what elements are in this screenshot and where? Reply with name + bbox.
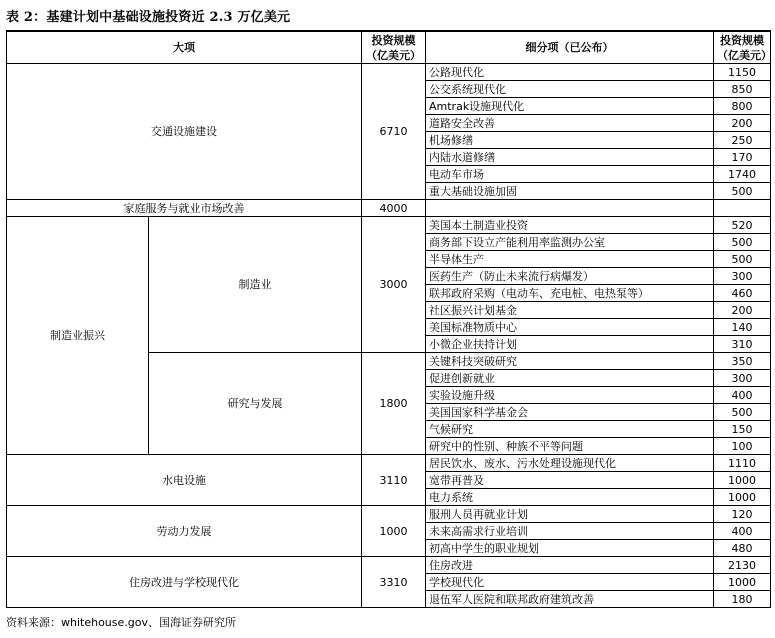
- subitem-name: 退伍军人医院和联邦政府建筑改善: [426, 591, 714, 608]
- category-home-service: 家庭服务与就业市场改善: [7, 200, 362, 217]
- subitem-value: 2130: [714, 557, 771, 574]
- header-subitem: 细分项（已公布）: [426, 31, 714, 64]
- subitem-value: 180: [714, 591, 771, 608]
- subitem-name: 小微企业扶持计划: [426, 336, 714, 353]
- header-invest-total: 投资规模（亿美元）: [362, 31, 426, 64]
- subitem-value: 500: [714, 251, 771, 268]
- subitem-name: 机场修缮: [426, 132, 714, 149]
- subitem-name: 内陆水道修缮: [426, 149, 714, 166]
- subitem-name: 社区振兴计划基金: [426, 302, 714, 319]
- table-row: [7, 557, 771, 574]
- subitem-value: 350: [714, 353, 771, 370]
- subitem-name: 半导体生产: [426, 251, 714, 268]
- subitem-name: 道路安全改善: [426, 115, 714, 132]
- subitem-value: 1000: [714, 472, 771, 489]
- subitem-name: 宽带再普及: [426, 472, 714, 489]
- subitem-value: 500: [714, 183, 771, 200]
- table-row: [7, 200, 771, 217]
- subitem-name: 公交系统现代化: [426, 81, 714, 98]
- subitem-value: 460: [714, 285, 771, 302]
- subcategory-rnd: 研究与发展: [149, 353, 362, 455]
- subitem-value: 500: [714, 234, 771, 251]
- total-labor: 1000: [362, 506, 426, 557]
- subitem-value: 400: [714, 387, 771, 404]
- category-housing: 住房改进与学校现代化: [7, 557, 362, 608]
- subitem-name: 住房改进: [426, 557, 714, 574]
- subitem-value: 1150: [714, 64, 771, 81]
- subitem-value: 1000: [714, 574, 771, 591]
- subitem-value: 400: [714, 523, 771, 540]
- subitem-value: 150: [714, 421, 771, 438]
- subitem-name: 研究中的性别、种族不平等问题: [426, 438, 714, 455]
- subitem-name: 关键科技突破研究: [426, 353, 714, 370]
- header-invest-sub: 投资规模（亿美元）: [714, 31, 771, 64]
- subitem-value: 1740: [714, 166, 771, 183]
- subitem-value: 1110: [714, 455, 771, 472]
- subitem-name: 美国标准物质中心: [426, 319, 714, 336]
- subitem-value: 310: [714, 336, 771, 353]
- total-transport: 6710: [362, 64, 426, 200]
- subitem-value: 480: [714, 540, 771, 557]
- subitem-value: 300: [714, 268, 771, 285]
- subitem-name: 电力系统: [426, 489, 714, 506]
- subitem-value: 120: [714, 506, 771, 523]
- category-hydro: 水电设施: [7, 455, 362, 506]
- subitem-value: 1000: [714, 489, 771, 506]
- subitem-name: 实验设施升级: [426, 387, 714, 404]
- subitem-name: Amtrak设施现代化: [426, 98, 714, 115]
- total-rnd: 1800: [362, 353, 426, 455]
- subitem-empty-value: [714, 200, 771, 217]
- total-manufacturing: 3000: [362, 217, 426, 353]
- subitem-value: 170: [714, 149, 771, 166]
- subitem-name: 气候研究: [426, 421, 714, 438]
- subitem-name: 美国本土制造业投资: [426, 217, 714, 234]
- table-row: [7, 64, 771, 81]
- total-hydro: 3110: [362, 455, 426, 506]
- table-title: 表 2：基建计划中基础设施投资近 2.3 万亿美元: [6, 10, 291, 25]
- subitem-value: 200: [714, 302, 771, 319]
- subitem-name: 服刑人员再就业计划: [426, 506, 714, 523]
- investment-table-container: [6, 30, 770, 608]
- subitem-name: 居民饮水、废水、污水处理设施现代化: [426, 455, 714, 472]
- subcategory-manufacturing: 制造业: [149, 217, 362, 353]
- table-row: [7, 455, 771, 472]
- subitem-value: 300: [714, 370, 771, 387]
- subitem-name: 学校现代化: [426, 574, 714, 591]
- source-note: 资料来源：whitehouse.gov、国海证券研究所: [6, 616, 236, 629]
- subitem-value: 800: [714, 98, 771, 115]
- subitem-empty: [426, 200, 714, 217]
- subitem-name: 未来高需求行业培训: [426, 523, 714, 540]
- subitem-name: 电动车市场: [426, 166, 714, 183]
- category-transport: 交通设施建设: [7, 64, 362, 200]
- subitem-value: 250: [714, 132, 771, 149]
- subitem-name: 促进创新就业: [426, 370, 714, 387]
- total-home-service: 4000: [362, 200, 426, 217]
- investment-table: [6, 30, 771, 608]
- subitem-name: 重大基础设施加固: [426, 183, 714, 200]
- category-manufacturing: 制造业振兴: [7, 217, 149, 455]
- table-row: [7, 506, 771, 523]
- subitem-name: 联邦政府采购（电动车、充电桩、电热泵等）: [426, 285, 714, 302]
- subitem-value: 520: [714, 217, 771, 234]
- subitem-name: 医药生产（防止未来流行病爆发）: [426, 268, 714, 285]
- subitem-name: 商务部下设立产能利用率监测办公室: [426, 234, 714, 251]
- subitem-value: 850: [714, 81, 771, 98]
- subitem-name: 公路现代化: [426, 64, 714, 81]
- subitem-value: 200: [714, 115, 771, 132]
- table-row: [7, 217, 771, 234]
- category-labor: 劳动力发展: [7, 506, 362, 557]
- subitem-value: 140: [714, 319, 771, 336]
- table-header-row: [7, 31, 771, 64]
- subitem-value: 100: [714, 438, 771, 455]
- total-housing: 3310: [362, 557, 426, 608]
- header-category: 大项: [7, 31, 362, 64]
- subitem-name: 初高中学生的职业规划: [426, 540, 714, 557]
- subitem-name: 美国国家科学基金会: [426, 404, 714, 421]
- subitem-value: 500: [714, 404, 771, 421]
